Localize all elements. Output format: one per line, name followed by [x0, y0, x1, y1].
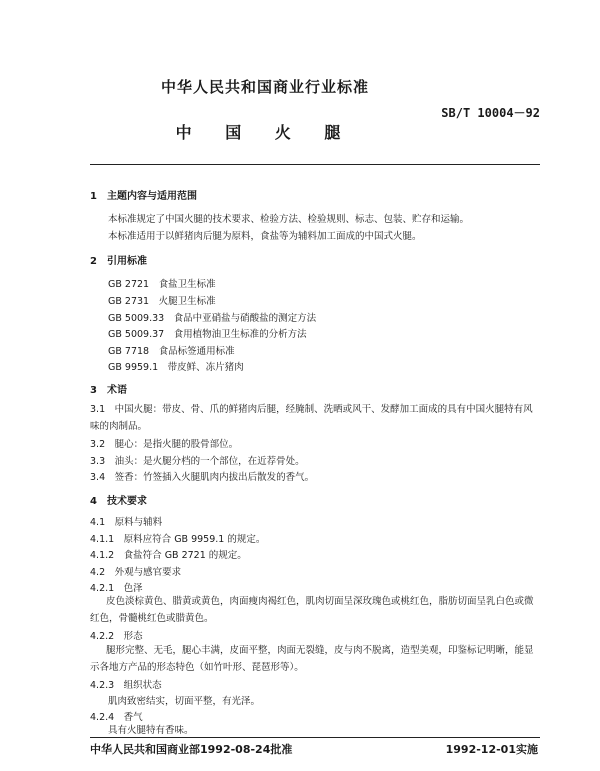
- issuing-authority: 中华人民共和国商业行业标准: [160, 78, 369, 96]
- term-3-3: 3.3 油头：是火腿分档的一个部位，在近荐骨处。: [90, 456, 305, 467]
- clause-4-2-4-text: 具有火腿特有香味。: [108, 725, 194, 736]
- reference-item: GB 5009.37 食用植物油卫生标准的分析方法: [108, 329, 307, 340]
- clause-4-2-2-text: 腿形完整、无毛，腿心丰满，皮面平整，肉面无裂缝，皮与肉不脱离，造型美观，印鉴标记明晰，能显示各地方产品的形态特色（如竹叶形、琵琶形等）。: [90, 645, 534, 673]
- clause-4-2-4: 4.2.4 香气: [90, 712, 143, 723]
- reference-item: GB 7718 食品标签通用标准: [108, 346, 235, 357]
- effective-date: 1992-12-01实施: [445, 743, 538, 756]
- reference-item: GB 9959.1 带皮鲜、冻片猪肉: [108, 362, 244, 373]
- reference-item: GB 5009.33 食品中亚硝盐与硝酸盐的测定方法: [108, 313, 317, 324]
- clause-4-2-1: 4.2.1 色泽: [90, 583, 143, 594]
- section-3-heading: 3 术语: [90, 385, 127, 396]
- header-divider: [90, 164, 540, 165]
- reference-item: GB 2721 食盐卫生标准: [108, 279, 216, 290]
- clause-4-1-2: 4.1.2 食盐符合 GB 2721 的规定。: [90, 550, 247, 561]
- clause-4-2-2: 4.2.2 形态: [90, 631, 143, 642]
- term-3-4: 3.4 签香：竹签插入火腿肌肉内拔出后散发的香气。: [90, 472, 315, 483]
- standard-code: SB/T 10004－92: [441, 106, 540, 120]
- clause-4-1-1: 4.1.1 原料应符合 GB 9959.1 的规定。: [90, 534, 266, 545]
- clause-4-2-3: 4.2.3 组织状态: [90, 680, 162, 691]
- section-2-heading: 2 引用标准: [90, 256, 147, 267]
- clause-4-2-1-text: 皮色淡棕黄色、腊黄或黄色，肉面瘦肉褐红色，肌肉切面呈深玫瑰色或桃红色，脂肪切面呈乳白色或微红色，骨髓桃红色或腊黄色。: [90, 596, 534, 624]
- clause-4-2: 4.2 外观与感官要求: [90, 567, 182, 578]
- document-title: 中 国 火 腿: [175, 123, 355, 142]
- section-1-paragraph-2: 本标准适用于以鲜猪肉后腿为原料，食盐等为辅料加工面成的中国式火腿。: [108, 231, 422, 242]
- clause-4-2-3-text: 肌肉致密结实，切面平整，有光泽。: [108, 696, 261, 707]
- term-3-1: 3.1 中国火腿：带皮、骨、爪的鲜猪肉后腿，经腌制、洗晒或风干、发酵加工面成的具有中国火腿特有风味的肉制品。: [90, 404, 533, 432]
- approval-notice: 中华人民共和国商业部1992-08-24批准: [90, 743, 293, 756]
- term-3-2: 3.2 腿心：是指火腿的股骨部位。: [90, 439, 239, 450]
- footer-divider: [90, 737, 540, 738]
- clause-4-1: 4.1 原料与辅料: [90, 517, 163, 528]
- section-1-paragraph-1: 本标准规定了中国火腿的技术要求、检验方法、检验规则、标志、包装、贮存和运输。: [108, 214, 470, 225]
- section-4-heading: 4 技术要求: [90, 496, 147, 507]
- reference-item: GB 2731 火腿卫生标准: [108, 296, 216, 307]
- section-1-heading: 1 主题内容与适用范围: [90, 191, 197, 202]
